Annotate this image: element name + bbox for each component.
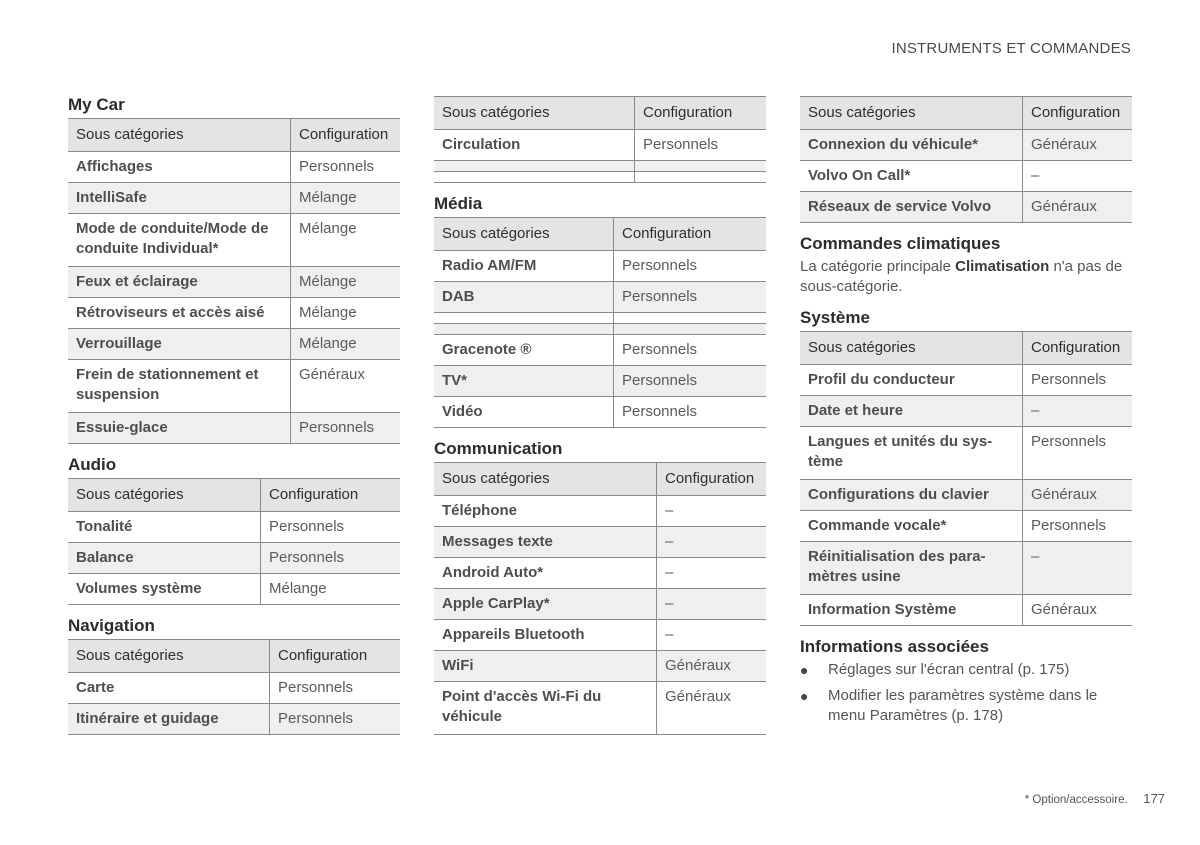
table-row — [68, 183, 400, 214]
related-links-list — [800, 660, 1132, 726]
subcategory-cell: Volumes système — [68, 574, 261, 605]
table-row — [800, 130, 1132, 161]
section-title-related: Informations associées — [800, 637, 989, 656]
configuration-cell: Personnels — [270, 704, 401, 735]
subcategory-cell: Affichages — [68, 152, 291, 183]
subcategory-cell: Essuie-glace — [68, 413, 291, 444]
configuration-cell: Généraux — [291, 360, 401, 413]
col-header-configuration: Configuration — [635, 97, 767, 130]
subcategory-cell: Balance — [68, 543, 261, 574]
table-system — [800, 331, 1132, 626]
related-link-text[interactable]: Réglages sur l'écran central (p. 175) — [828, 661, 1070, 678]
subcategory-cell: Verrouillage — [68, 329, 291, 360]
column-left — [68, 94, 400, 735]
configuration-cell: – — [657, 589, 767, 620]
subcategory-cell: Date et heure — [800, 396, 1023, 427]
section-title-audio: Audio — [68, 455, 117, 474]
table-row — [434, 651, 766, 682]
configuration-cell: Mélange — [291, 329, 401, 360]
table-row — [68, 214, 400, 267]
configuration-cell: – — [657, 558, 767, 589]
configuration-cell: Mélange — [291, 183, 401, 214]
subcategory-cell: Connexion du véhicule* — [800, 130, 1023, 161]
section-title-navigation: Navigation — [68, 616, 155, 635]
table-row — [800, 161, 1132, 192]
configuration-cell: – — [657, 496, 767, 527]
configuration-cell: – — [1023, 161, 1133, 192]
table-row — [800, 542, 1132, 595]
configuration-cell: Personnels — [270, 673, 401, 704]
column-right — [800, 96, 1132, 732]
empty-row — [434, 324, 766, 335]
col-header-configuration: Configuration — [614, 218, 767, 251]
subcategory-cell: Rétroviseurs et accès aisé — [68, 298, 291, 329]
configuration-cell: Personnels — [1023, 365, 1133, 396]
configuration-cell: Personnels — [261, 512, 401, 543]
subcategory-cell: Appareils Bluetooth — [434, 620, 657, 651]
table-communication — [434, 462, 766, 735]
subcategory-cell: IntelliSafe — [68, 183, 291, 214]
subcategory-cell: Carte — [68, 673, 270, 704]
configuration-cell: – — [1023, 542, 1133, 595]
col-header-subcategories: Sous catégories — [68, 640, 270, 673]
table-row — [434, 397, 766, 428]
configuration-cell: Généraux — [657, 651, 767, 682]
table-row — [68, 543, 400, 574]
configuration-cell: Personnels — [635, 130, 767, 161]
section-title-mycar: My Car — [68, 95, 125, 114]
configuration-cell: Généraux — [1023, 192, 1133, 223]
subcategory-cell: WiFi — [434, 651, 657, 682]
subcategory-cell: Apple CarPlay* — [434, 589, 657, 620]
col-header-configuration: Configuration — [261, 479, 401, 512]
table-row — [800, 427, 1132, 480]
table-row — [434, 589, 766, 620]
subcategory-cell: Itinéraire et guidage — [68, 704, 270, 735]
configuration-cell: Généraux — [1023, 480, 1133, 511]
col-header-configuration: Configuration — [657, 463, 767, 496]
configuration-cell: – — [1023, 396, 1133, 427]
subcategory-cell: Frein de stationnement et suspension — [68, 360, 291, 413]
col-header-configuration: Configuration — [291, 119, 401, 152]
table-row — [434, 366, 766, 397]
climate-text: La catégorie principale — [800, 258, 956, 275]
subcategory-cell: Messages texte — [434, 527, 657, 558]
empty-row — [434, 172, 766, 183]
climate-note — [800, 257, 1132, 297]
empty-row — [434, 161, 766, 172]
subcategory-cell: Réinitialisation des para-mètres usine — [800, 542, 1023, 595]
configuration-cell: Personnels — [291, 152, 401, 183]
table-row — [800, 595, 1132, 626]
configuration-cell: Personnels — [614, 335, 767, 366]
subcategory-cell: Point d'accès Wi-Fi du véhicule — [434, 682, 657, 735]
subcategory-cell: DAB — [434, 282, 614, 313]
table-traffic — [434, 96, 766, 183]
table-row — [434, 282, 766, 313]
table-row — [800, 511, 1132, 542]
configuration-cell: Personnels — [614, 366, 767, 397]
table-row — [434, 251, 766, 282]
related-link-text[interactable]: Modifier les paramètres système dans le menu Paramètres (p. 178) — [828, 687, 1098, 724]
table-row — [434, 558, 766, 589]
subcategory-cell: Feux et éclairage — [68, 267, 291, 298]
section-title-climate: Commandes climatiques — [800, 234, 1001, 253]
configuration-cell: Personnels — [614, 282, 767, 313]
section-title-media: Média — [434, 194, 483, 213]
table-row — [68, 574, 400, 605]
section-title-communication: Communication — [434, 439, 563, 458]
table-row — [800, 192, 1132, 223]
col-header-subcategories: Sous catégories — [800, 332, 1023, 365]
table-audio — [68, 478, 400, 605]
col-header-configuration: Configuration — [1023, 97, 1133, 130]
table-row — [68, 673, 400, 704]
subcategory-cell: Profil du conducteur — [800, 365, 1023, 396]
running-header: INSTRUMENTS ET COMMANDES — [891, 40, 1131, 57]
col-header-subcategories: Sous catégories — [434, 97, 635, 130]
table-mycar — [68, 118, 400, 444]
page-number: 177 — [1143, 791, 1165, 806]
climate-category: Climatisation — [955, 258, 1050, 275]
table-row — [800, 365, 1132, 396]
bullet-icon: ● — [800, 662, 809, 678]
subcategory-cell: Tonalité — [68, 512, 261, 543]
table-row — [68, 704, 400, 735]
subcategory-cell: Mode de conduite/Mode de conduite Individual* — [68, 214, 291, 267]
table-row — [434, 130, 766, 161]
configuration-cell: Mélange — [291, 298, 401, 329]
col-header-subcategories: Sous catégories — [800, 97, 1023, 130]
table-connect — [800, 96, 1132, 223]
subcategory-cell: Circulation — [434, 130, 635, 161]
col-header-subcategories: Sous catégories — [434, 463, 657, 496]
table-row — [800, 480, 1132, 511]
configuration-cell: Personnels — [291, 413, 401, 444]
bullet-icon: ● — [800, 688, 809, 704]
table-media — [434, 217, 766, 428]
configuration-cell: Mélange — [291, 267, 401, 298]
table-row — [434, 335, 766, 366]
section-title-system: Système — [800, 308, 870, 327]
related-link-item[interactable] — [800, 660, 1132, 680]
configuration-cell: Généraux — [657, 682, 767, 735]
configuration-cell: – — [657, 620, 767, 651]
configuration-cell: Mélange — [261, 574, 401, 605]
table-row — [68, 267, 400, 298]
col-header-subcategories: Sous catégories — [68, 119, 291, 152]
col-header-subcategories: Sous catégories — [434, 218, 614, 251]
table-row — [68, 413, 400, 444]
table-row — [68, 298, 400, 329]
table-row — [434, 682, 766, 735]
empty-row — [434, 313, 766, 324]
subcategory-cell: Android Auto* — [434, 558, 657, 589]
subcategory-cell: Commande vocale* — [800, 511, 1023, 542]
table-row — [68, 329, 400, 360]
subcategory-cell: Volvo On Call* — [800, 161, 1023, 192]
table-row — [68, 360, 400, 413]
column-middle — [434, 96, 766, 735]
configuration-cell: Personnels — [261, 543, 401, 574]
subcategory-cell: Vidéo — [434, 397, 614, 428]
subcategory-cell: Langues et unités du sys-tème — [800, 427, 1023, 480]
configuration-cell: Personnels — [1023, 511, 1133, 542]
table-row — [68, 512, 400, 543]
table-row — [68, 152, 400, 183]
subcategory-cell: Radio AM/FM — [434, 251, 614, 282]
table-row — [800, 396, 1132, 427]
configuration-cell: Personnels — [614, 397, 767, 428]
configuration-cell: Généraux — [1023, 130, 1133, 161]
table-navigation — [68, 639, 400, 735]
table-row — [434, 527, 766, 558]
configuration-cell: Mélange — [291, 214, 401, 267]
configuration-cell: Généraux — [1023, 595, 1133, 626]
col-header-configuration: Configuration — [270, 640, 401, 673]
configuration-cell: Personnels — [614, 251, 767, 282]
subcategory-cell: TV* — [434, 366, 614, 397]
subcategory-cell: Téléphone — [434, 496, 657, 527]
configuration-cell: – — [657, 527, 767, 558]
col-header-subcategories: Sous catégories — [68, 479, 261, 512]
subcategory-cell: Information Système — [800, 595, 1023, 626]
col-header-configuration: Configuration — [1023, 332, 1133, 365]
footnote: * Option/accessoire. — [1024, 794, 1128, 806]
subcategory-cell: Gracenote ® — [434, 335, 614, 366]
table-row — [434, 620, 766, 651]
configuration-cell: Personnels — [1023, 427, 1133, 480]
subcategory-cell: Réseaux de service Volvo — [800, 192, 1023, 223]
table-row — [434, 496, 766, 527]
related-link-item[interactable] — [800, 686, 1132, 726]
subcategory-cell: Configurations du clavier — [800, 480, 1023, 511]
page-footer — [1025, 791, 1165, 806]
climate-text: n'a pas de sous-catégorie. — [800, 258, 1123, 295]
